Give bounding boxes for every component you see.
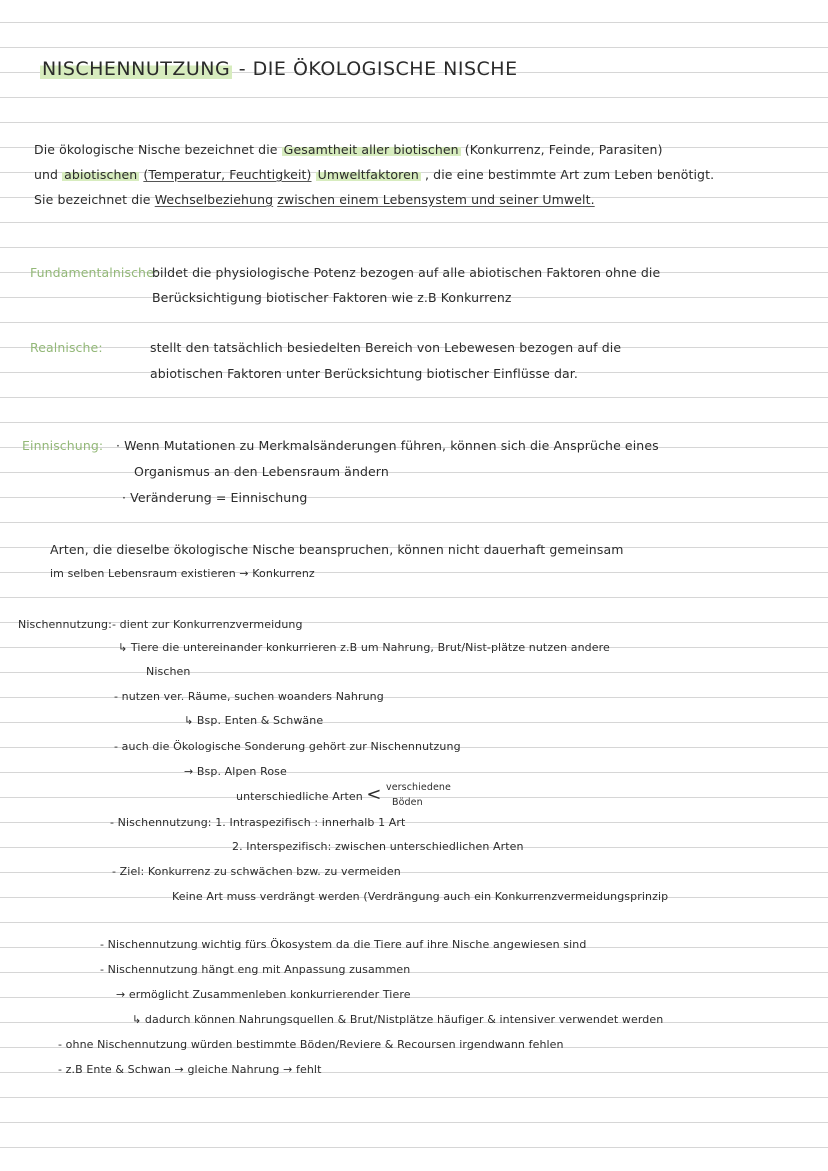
real-term: Realnische:	[30, 340, 103, 355]
branch-label: Böden	[392, 797, 423, 808]
title-highlight: NISCHENNUTZUNG	[42, 58, 231, 80]
nischennutzung-line: - auch die Ökologische Sonderung gehört zur Nischennutzung	[114, 740, 461, 753]
definition-text: Die ökologische Nische bezeichnet die	[34, 142, 278, 157]
definition-line-1	[34, 142, 663, 157]
definition-text: (Konkurrenz, Feinde, Parasiten)	[464, 142, 663, 157]
nischennutzung-line: Keine Art muss verdrängt werden (Verdrängung auch ein Konkurrenzvermeidungsprinzip	[172, 890, 669, 903]
fundamental-line-1: bildet die physiologische Potenz bezogen auf alle abiotischen Faktoren ohne die	[152, 265, 661, 280]
branch-label: verschiedene	[386, 782, 451, 793]
definition-text: , die eine bestimmte Art zum Leben benötigt.	[425, 167, 715, 182]
nischennutzung-line: - z.B Ente & Schwan → gleiche Nahrung → fehlt	[58, 1063, 322, 1076]
bracket-icon: <	[366, 784, 382, 805]
nischennutzung-line: 2. Interspezifisch: zwischen unterschiedlichen Arten	[232, 840, 524, 853]
definition-line-2	[34, 167, 714, 182]
definition-text: zwischen einem Lebensystem und seiner Umwelt.	[277, 192, 595, 207]
arten-label: unterschiedliche Arten	[236, 790, 363, 803]
einnischung-line-1: · Wenn Mutationen zu Merkmalsänderungen führen, können sich die Ansprüche eines	[116, 438, 659, 453]
page-title	[40, 58, 518, 80]
definition-underline: Wechselbeziehung	[154, 192, 274, 207]
definition-highlight: Umweltfaktoren	[317, 167, 419, 182]
einnischung-line-3: · Veränderung = Einnischung	[122, 490, 308, 505]
konkurrenz-line-1: Arten, die dieselbe ökologische Nische beanspruchen, können nicht dauerhaft gemeinsam	[50, 542, 624, 557]
definition-highlight: abiotischen	[64, 167, 138, 182]
title-rest: - DIE ÖKOLOGISCHE NISCHE	[238, 58, 518, 80]
nischennutzung-term: Nischennutzung:	[18, 618, 112, 631]
nischennutzung-line: → ermöglicht Zusammenleben konkurrierender Tiere	[116, 988, 411, 1001]
nischennutzung-line: ↳ Bsp. Enten & Schwäne	[184, 714, 324, 727]
nischennutzung-line: ↳ Tiere die untereinander konkurrieren z.B um Nahrung, Brut/Nist-plätze nutzen andere	[118, 641, 610, 654]
nischennutzung-line: - Nischennutzung hängt eng mit Anpassung zusammen	[100, 963, 411, 976]
konkurrenz-line-2: im selben Lebensraum existieren → Konkurrenz	[50, 567, 315, 580]
definition-text: und	[34, 167, 59, 182]
nischennutzung-line: - dient zur Konkurrenzvermeidung	[112, 618, 303, 631]
nischennutzung-line: - Ziel: Konkurrenz zu schwächen bzw. zu vermeiden	[112, 865, 401, 878]
nischennutzung-line: Nischen	[146, 665, 191, 678]
definition-highlight: Gesamtheit aller biotischen	[283, 142, 459, 157]
einnischung-line-2: Organismus an den Lebensraum ändern	[134, 464, 389, 479]
nischennutzung-line: → Bsp. Alpen Rose	[184, 765, 287, 778]
real-line-1: stellt den tatsächlich besiedelten Bereich von Lebewesen bezogen auf die	[150, 340, 622, 355]
nischennutzung-line: - Nischennutzung wichtig fürs Ökosystem da die Tiere auf ihre Nische angewiesen sind	[100, 938, 587, 951]
real-line-2: abiotischen Faktoren unter Berücksichtung biotischer Einflüsse dar.	[150, 366, 578, 381]
nischennutzung-line: ↳ dadurch können Nahrungsquellen & Brut/Nistplätze häufiger & intensiver verwendet werden	[132, 1013, 664, 1026]
nischennutzung-line: - nutzen ver. Räume, suchen woanders Nahrung	[114, 690, 384, 703]
definition-line-3	[34, 192, 595, 207]
nischennutzung-line: - Nischennutzung: 1. Intraspezifisch : innerhalb 1 Art	[110, 816, 406, 829]
nischennutzung-line	[236, 784, 382, 805]
fundamental-line-2: Berücksichtigung biotischer Faktoren wie z.B Konkurrenz	[152, 290, 512, 305]
fundamental-term: Fundamentalnische:	[30, 265, 159, 280]
einnischung-term: Einnischung:	[22, 438, 104, 453]
definition-text: Sie bezeichnet die	[34, 192, 151, 207]
definition-text: (Temperatur, Feuchtigkeit)	[143, 167, 312, 182]
nischennutzung-line: - ohne Nischennutzung würden bestimmte Böden/Reviere & Recoursen irgendwann fehlen	[58, 1038, 564, 1051]
